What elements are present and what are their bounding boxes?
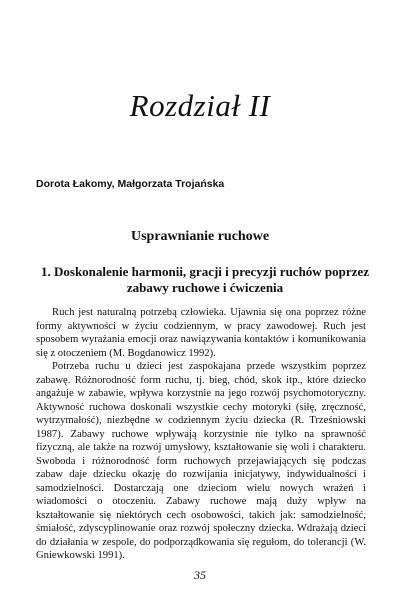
subsection-title: 1. Doskonalenie harmonii, gracji i precyzji ruchów poprzez zabawy ruchowe i ćwiczenia (41, 264, 369, 295)
section-title: Usprawnianie ruchowe (130, 229, 270, 244)
page-number: 35 (194, 568, 206, 582)
authors: Dorota Łakomy, Małgorzata Trojańska (36, 178, 225, 190)
paragraph: Ruch jest naturalną potrzebą człowieka. Ujawnia się ona poprzez różne formy aktywności w życiu codziennym, w pracy zawodowej. Ruch jest sposobem wyrażania emocji oraz nawiązywania kontaktów i komunikowania się z otoczeniem (M. Bogdanowicz 1992). (36, 307, 366, 359)
paragraph: Potrzeba ruchu u dzieci jest zaspokajana przede wszystkim poprzez zabawę. Różnorodność form ruchu, tj. bieg, chód, skok itp., które dziecko angażuje w zabawie, wpływa korzystnie na jego rozwój psychomotoryczny. Aktywność ruchowa doskonali wszystkie cechy motoryki (siłę, zręczność, wytrzymałość), niezbędne w codziennym życiu dziecka (R. Trześniowski 1987). Zabawy ruchowe wpływają korzystnie nie tylko na sprawność fizyczną, ale także na rozwój umysłowy, kształtowanie się woli i charakteru. Swoboda i różnorodność form ruchowych przejawiających się podczas zabaw daje dziecku okazję do rozwijania inicjatywy, indywidualności i samodzielności. Dostarczają one dzieciom wielu nowych wrażeń i wiadomości o otoczeniu. Zabawy ruchowe mają duży wpływ na kształtowanie się niektórych cech osobowości, takich jak: samodzielność, śmiałość, zdyscyplinowanie oraz rozwój społeczny dziecka. Wdrażają dzieci do działania w zespole, do podporządkowania się regułom, do tolerancji (W. Gniewkowski 1991). (36, 361, 366, 561)
chapter-title: Rozdział II (129, 88, 271, 123)
body-text (36, 306, 366, 563)
